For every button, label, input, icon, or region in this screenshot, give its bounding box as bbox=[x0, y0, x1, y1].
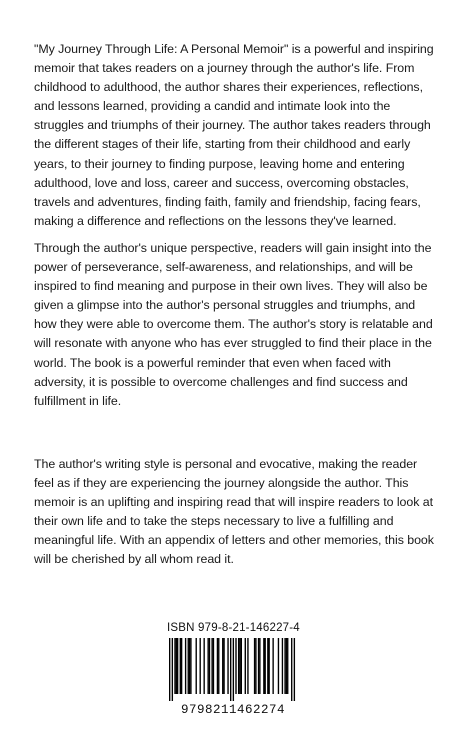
barcode-bar bbox=[294, 638, 295, 701]
barcode-bar bbox=[255, 638, 256, 694]
barcode-bar bbox=[218, 638, 219, 694]
barcode-bar bbox=[203, 638, 204, 694]
barcode-bar bbox=[181, 638, 182, 694]
barcode-bar bbox=[263, 638, 264, 694]
barcode-bar bbox=[284, 638, 285, 694]
barcode-bar bbox=[259, 638, 260, 694]
barcode-bar bbox=[223, 638, 224, 694]
barcode-bar bbox=[213, 638, 214, 694]
barcode-bar bbox=[209, 638, 210, 694]
barcode-bar bbox=[258, 638, 259, 694]
barcode-bar bbox=[233, 638, 234, 701]
barcode-bar bbox=[239, 638, 240, 694]
barcode-bar bbox=[185, 638, 186, 694]
barcode-bar bbox=[174, 638, 175, 694]
description-paragraph-2: Through the author's unique perspective, readers will gain insight into the power of perseverance, self-awareness, and relationships, and will be inspired to find meaning and purpose in their own lives. They will also be given a glimpse into the author's personal struggles and triumphs, and how they were able to overcome them. The author's story is relatable and will resonate with anyone who has ever struggled to find their place in the world. The book is a powerful reminder that even when faced with adversity, it is possible to overcome challenges and find success and fulfillment in life. bbox=[34, 241, 433, 408]
isbn-barcode bbox=[166, 638, 298, 701]
barcode-number: 9798211462274 bbox=[180, 703, 286, 717]
barcode-bar bbox=[217, 638, 218, 694]
description-paragraph-3: The author's writing style is personal and evocative, making the reader feel as if they are experiencing the journey alongside the author. This memoir is an uplifting and inspiring read that will inspire readers to look at their own life and to take the steps necessary to live a fulfilling and meaningful life. With an appendix of letters and other memories, this book will be cherished by all whom read it. bbox=[34, 457, 434, 567]
barcode-bar bbox=[241, 638, 242, 694]
barcode-bar bbox=[180, 638, 181, 694]
barcode-bar bbox=[188, 638, 189, 694]
barcode-bar bbox=[247, 638, 248, 694]
barcode-bar bbox=[235, 638, 236, 694]
barcode-bar bbox=[200, 638, 201, 694]
barcode-bar bbox=[189, 638, 190, 694]
barcode-bar bbox=[264, 638, 265, 694]
isbn-label: ISBN 979-8-21-146227-4 bbox=[167, 622, 300, 634]
barcode-bar bbox=[267, 638, 268, 694]
barcode-bar bbox=[282, 638, 283, 694]
barcode-bar bbox=[190, 638, 191, 694]
barcode-bar bbox=[172, 638, 173, 701]
barcode-bar bbox=[176, 638, 177, 694]
barcode-bar bbox=[238, 638, 239, 694]
barcode-bar bbox=[211, 638, 212, 694]
barcode-bar bbox=[222, 638, 223, 694]
barcode-bar bbox=[254, 638, 255, 694]
barcode-bar bbox=[245, 638, 246, 694]
barcode-bar bbox=[291, 638, 292, 701]
barcode-bar bbox=[268, 638, 269, 694]
barcode-bar bbox=[169, 638, 170, 701]
barcode-bar bbox=[230, 638, 231, 701]
description-paragraph-1: "My Journey Through Life: A Personal Memoir" is a powerful and inspiring memoir that takes readers on a journey through the author's life. From childhood to adulthood, the author shares their experiences, reflections, and lessons learned, providing a candid and intimate look into the struggles and triumphs of their journey. The author takes readers through the different stages of their life, starting from their childhood and early years, to their journey to finding purpose, leaving home and entering adulthood, love and loss, career and success, overcoming obstacles, travels and adventures, finding faith, family and friendship, facing fears, making a difference and reflections on the lessons they've learned. bbox=[34, 42, 434, 228]
barcode-bar bbox=[177, 638, 178, 694]
barcode-bar bbox=[278, 638, 279, 694]
barcode-bar bbox=[272, 638, 273, 694]
barcode-bar bbox=[286, 638, 287, 694]
barcode-bar bbox=[196, 638, 197, 694]
barcode-bar bbox=[227, 638, 228, 694]
barcode-bar bbox=[207, 638, 208, 694]
barcode-bar bbox=[287, 638, 288, 694]
